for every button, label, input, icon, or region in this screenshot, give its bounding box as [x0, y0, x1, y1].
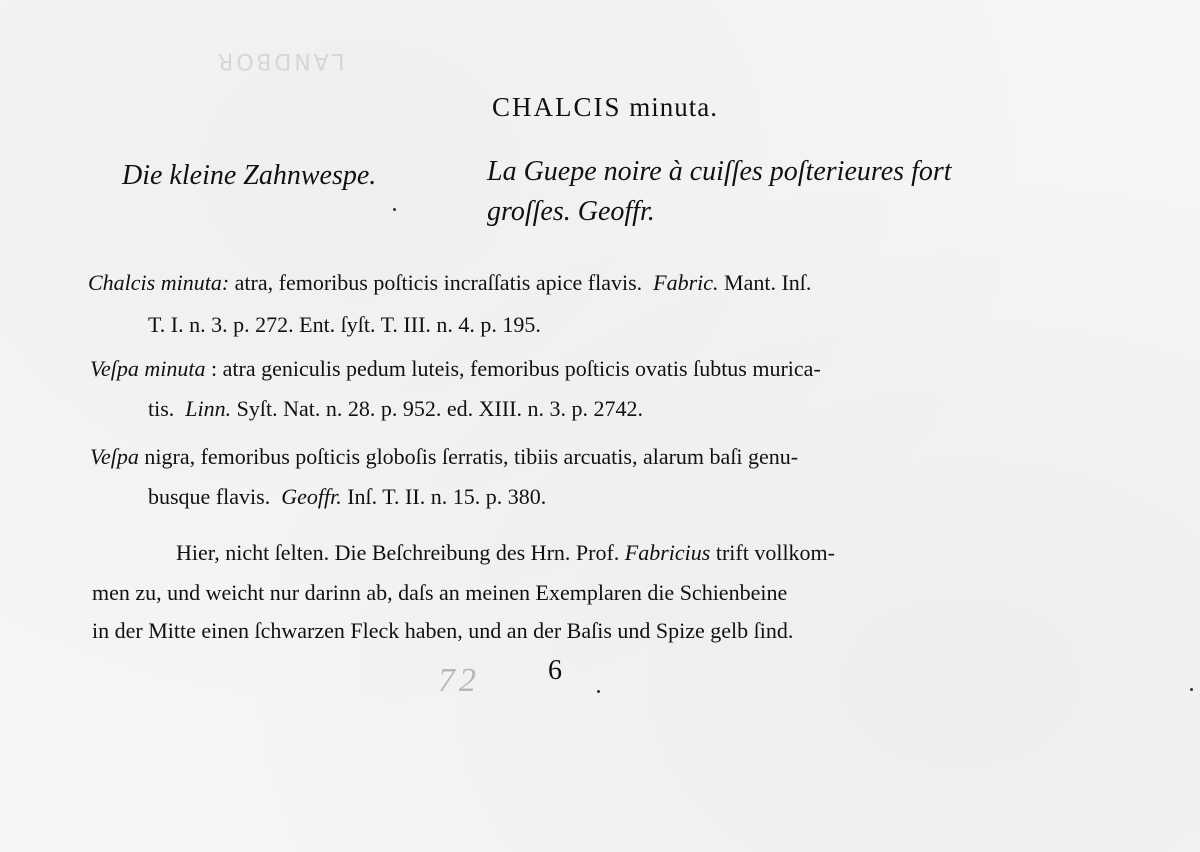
entry-1-line-2	[148, 312, 541, 338]
library-stamp: LANDBOR	[215, 48, 345, 73]
french-name: La Guepe noire à cuiſſes poſterieures fort	[487, 156, 952, 187]
paragraph-2: men zu, und weicht nur darinn ab, daſs an meinen Exemplaren die Schienbeine	[92, 580, 788, 605]
entry-1-text: atra, femoribus poſticis incraſſatis apice flavis.	[234, 270, 643, 295]
entry-3-name: Veſpa	[90, 444, 139, 469]
french-name-cont: groſſes. Geoffr.	[487, 196, 655, 227]
title-genus: CHALCIS	[491, 92, 622, 122]
pencil-mark: 72	[438, 662, 480, 699]
page-number: 6	[548, 655, 562, 686]
synonym-line-2	[487, 196, 655, 228]
entry-1-ref: Mant. Inſ.	[724, 270, 812, 295]
paragraph-1b: trift vollkom-	[715, 540, 835, 565]
ink-speck	[597, 690, 600, 693]
entry-2-text: : atra geniculis pedum luteis, femoribus poſticis ovatis ſubtus murica-	[211, 356, 821, 381]
paragraph-3: in der Mitte einen ſchwarzen Fleck haben, und an der Baſis und Spize gelb ſind.	[92, 618, 794, 643]
entry-2-line-1	[90, 356, 821, 382]
entry-1-cont: T. I. n. 3. p. 272. Ent. ſyſt. T. III. n. 4. p. 195.	[148, 312, 541, 337]
paragraph-line-2	[92, 580, 787, 606]
entry-3-line-1	[90, 444, 798, 470]
german-name: Die kleine Zahnwespe.	[122, 160, 377, 191]
title-species: minuta.	[629, 92, 718, 122]
entry-2-line-2	[148, 396, 643, 422]
paragraph-line-3	[92, 618, 793, 644]
entry-3-cont: Inſ. T. II. n. 15. p. 380.	[347, 484, 547, 509]
page-title	[0, 92, 1200, 123]
entry-2-name: Veſpa minuta	[90, 356, 206, 381]
entry-3-text: nigra, femoribus poſticis globoſis ſerratis, tibiis arcuatis, alarum baſi genu-	[144, 444, 799, 469]
ink-speck	[393, 208, 396, 211]
entry-3-pre: busque flavis.	[148, 484, 271, 509]
synonym-line-1	[122, 160, 376, 192]
paragraph-line-1	[176, 540, 835, 566]
entry-1-line-1	[88, 270, 811, 296]
entry-3-author: Geoffr.	[281, 484, 342, 509]
paragraph-1a: Hier, nicht ſelten. Die Beſchreibung des Hrn. Prof.	[176, 540, 620, 565]
ink-speck	[1190, 688, 1193, 691]
entry-2-author: Linn.	[185, 396, 232, 421]
entry-1-author: Fabric.	[653, 270, 719, 295]
synonym-line-1-french	[487, 156, 952, 188]
entry-2-pre: tis.	[148, 396, 175, 421]
entry-2-cont: Syſt. Nat. n. 28. p. 952. ed. XIII. n. 3. p. 2742.	[236, 396, 644, 421]
paragraph-author: Fabricius	[624, 540, 711, 565]
entry-1-name: Chalcis minuta:	[88, 270, 230, 295]
entry-3-line-2	[148, 484, 546, 510]
